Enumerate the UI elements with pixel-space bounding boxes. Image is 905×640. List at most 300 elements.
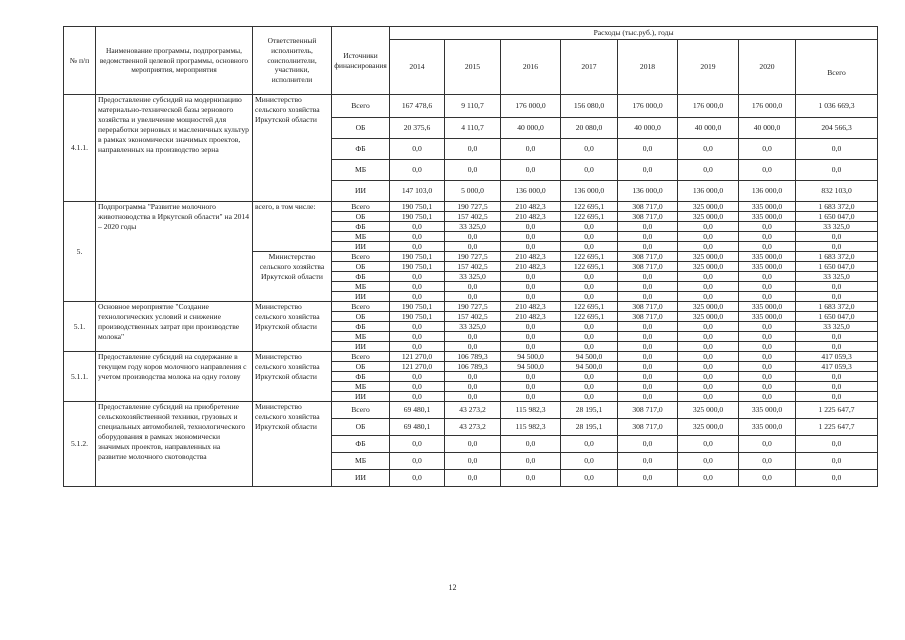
value-cell: 0,0 (678, 282, 739, 292)
value-cell: 335 000,0 (739, 312, 796, 322)
total-cell: 0,0 (796, 453, 878, 470)
value-cell: 94 500,0 (561, 352, 618, 362)
header-year: 2020 (739, 40, 796, 95)
value-cell: 0,0 (445, 392, 501, 402)
total-cell: 0,0 (796, 232, 878, 242)
source-cell: ФБ (332, 372, 390, 382)
value-cell: 0,0 (739, 332, 796, 342)
value-cell: 0,0 (739, 436, 796, 453)
source-cell: ИИ (332, 292, 390, 302)
item-number: 5.1. (64, 302, 96, 352)
value-cell: 40 000,0 (739, 118, 796, 139)
source-cell: МБ (332, 382, 390, 392)
item-description: Основное мероприятие "Создание технологических условий и снижение производственных затрат при производстве молока" (96, 302, 253, 352)
value-cell: 0,0 (501, 222, 561, 232)
value-cell: 136 000,0 (678, 181, 739, 202)
value-cell: 157 402,5 (445, 262, 501, 272)
value-cell: 190 750,1 (390, 312, 445, 322)
executor-cell: Министерство сельского хозяйства Иркутской области (253, 95, 332, 202)
table-body (64, 95, 878, 487)
item-description: Предоставление субсидий на модернизацию материально-технической базы зернового хозяйства и увеличение мощностей для переработки зерновых и масленичных культур в рамках экономически значимых проектов, направленных на производство зерна (96, 95, 253, 202)
value-cell: 40 000,0 (618, 118, 678, 139)
value-cell: 335 000,0 (739, 262, 796, 272)
budget-table (63, 26, 878, 487)
value-cell: 0,0 (618, 272, 678, 282)
value-cell: 33 325,0 (445, 272, 501, 282)
value-cell: 0,0 (561, 372, 618, 382)
source-cell: Всего (332, 202, 390, 212)
value-cell: 176 000,0 (678, 95, 739, 118)
value-cell: 190 750,1 (390, 212, 445, 222)
total-cell: 0,0 (796, 342, 878, 352)
total-cell: 33 325,0 (796, 272, 878, 282)
value-cell: 0,0 (390, 322, 445, 332)
value-cell: 0,0 (739, 362, 796, 372)
value-cell: 0,0 (561, 292, 618, 302)
value-cell: 69 480,1 (390, 419, 445, 436)
item-number: 4.1.1. (64, 95, 96, 202)
total-cell: 0,0 (796, 392, 878, 402)
value-cell: 0,0 (445, 372, 501, 382)
value-cell: 0,0 (390, 139, 445, 160)
value-cell: 0,0 (678, 242, 739, 252)
value-cell: 136 000,0 (618, 181, 678, 202)
value-cell: 0,0 (501, 322, 561, 332)
value-cell: 0,0 (390, 242, 445, 252)
total-cell: 1 650 047,0 (796, 312, 878, 322)
page-number: 12 (448, 583, 457, 592)
value-cell: 308 717,0 (618, 202, 678, 212)
executor-cell: Министерство сельского хозяйства Иркутской области (253, 252, 332, 302)
executor-cell: Министерство сельского хозяйства Иркутской области (253, 352, 332, 402)
item-number: 5.1.1. (64, 352, 96, 402)
value-cell: 0,0 (501, 292, 561, 302)
source-cell: ИИ (332, 242, 390, 252)
value-cell: 0,0 (618, 382, 678, 392)
value-cell: 28 195,1 (561, 402, 618, 419)
total-cell: 0,0 (796, 382, 878, 392)
value-cell: 0,0 (739, 139, 796, 160)
value-cell: 69 480,1 (390, 402, 445, 419)
source-cell: ИИ (332, 470, 390, 487)
header-num: № п/п (64, 27, 96, 95)
table-row (64, 352, 878, 362)
total-cell: 1 683 372,0 (796, 302, 878, 312)
value-cell: 210 482,3 (501, 302, 561, 312)
value-cell: 0,0 (501, 470, 561, 487)
value-cell: 190 750,1 (390, 202, 445, 212)
value-cell: 0,0 (445, 342, 501, 352)
source-cell: ФБ (332, 322, 390, 332)
header-year: 2018 (618, 40, 678, 95)
value-cell: 0,0 (618, 160, 678, 181)
value-cell: 33 325,0 (445, 322, 501, 332)
value-cell: 176 000,0 (739, 95, 796, 118)
value-cell: 122 695,1 (561, 302, 618, 312)
value-cell: 210 482,3 (501, 312, 561, 322)
value-cell: 0,0 (390, 160, 445, 181)
value-cell: 0,0 (390, 222, 445, 232)
item-description: Подпрограмма "Развитие молочного животноводства в Иркутской области" на 2014 – 2020 годы (96, 202, 253, 302)
value-cell: 0,0 (739, 352, 796, 362)
value-cell: 210 482,3 (501, 212, 561, 222)
value-cell: 94 500,0 (501, 352, 561, 362)
value-cell: 20 375,6 (390, 118, 445, 139)
value-cell: 0,0 (501, 342, 561, 352)
value-cell: 0,0 (739, 160, 796, 181)
value-cell: 0,0 (501, 436, 561, 453)
source-cell: ОБ (332, 419, 390, 436)
value-cell: 0,0 (561, 242, 618, 252)
value-cell: 0,0 (445, 382, 501, 392)
header-year: 2014 (390, 40, 445, 95)
total-cell: 1 683 372,0 (796, 252, 878, 262)
value-cell: 0,0 (445, 436, 501, 453)
value-cell: 210 482,3 (501, 202, 561, 212)
total-cell: 0,0 (796, 139, 878, 160)
total-cell: 0,0 (796, 242, 878, 252)
value-cell: 0,0 (618, 342, 678, 352)
value-cell: 0,0 (445, 242, 501, 252)
value-cell: 0,0 (390, 436, 445, 453)
value-cell: 0,0 (390, 392, 445, 402)
value-cell: 0,0 (390, 342, 445, 352)
value-cell: 0,0 (618, 352, 678, 362)
value-cell: 0,0 (501, 232, 561, 242)
value-cell: 0,0 (739, 342, 796, 352)
source-cell: ИИ (332, 392, 390, 402)
value-cell: 9 110,7 (445, 95, 501, 118)
value-cell: 0,0 (678, 453, 739, 470)
source-cell: МБ (332, 232, 390, 242)
value-cell: 0,0 (445, 292, 501, 302)
value-cell: 121 270,0 (390, 362, 445, 372)
total-cell: 832 103,0 (796, 181, 878, 202)
total-cell: 0,0 (796, 436, 878, 453)
header-year: 2019 (678, 40, 739, 95)
source-cell: ОБ (332, 312, 390, 322)
value-cell: 308 717,0 (618, 252, 678, 262)
value-cell: 0,0 (561, 272, 618, 282)
value-cell: 0,0 (739, 372, 796, 382)
value-cell: 0,0 (561, 139, 618, 160)
header-sources: Источники финансирования (332, 27, 390, 95)
value-cell: 0,0 (618, 392, 678, 402)
value-cell: 308 717,0 (618, 262, 678, 272)
executor-cell: Министерство сельского хозяйства Иркутской области (253, 402, 332, 487)
value-cell: 0,0 (678, 332, 739, 342)
total-cell: 1 225 647,7 (796, 402, 878, 419)
total-cell: 0,0 (796, 282, 878, 292)
value-cell: 0,0 (739, 382, 796, 392)
value-cell: 28 195,1 (561, 419, 618, 436)
value-cell: 0,0 (739, 242, 796, 252)
value-cell: 308 717,0 (618, 402, 678, 419)
value-cell: 0,0 (739, 292, 796, 302)
value-cell: 167 478,6 (390, 95, 445, 118)
value-cell: 0,0 (501, 160, 561, 181)
value-cell: 0,0 (678, 382, 739, 392)
total-cell: 417 059,3 (796, 352, 878, 362)
value-cell: 190 727,5 (445, 202, 501, 212)
value-cell: 0,0 (618, 453, 678, 470)
value-cell: 43 273,2 (445, 402, 501, 419)
source-cell: Всего (332, 352, 390, 362)
value-cell: 0,0 (678, 352, 739, 362)
header-year: 2015 (445, 40, 501, 95)
value-cell: 0,0 (678, 232, 739, 242)
value-cell: 0,0 (618, 470, 678, 487)
header-name: Наименование программы, подпрограммы, ведомственной целевой программы, основного мероприятия, мероприятия (96, 27, 253, 95)
value-cell: 43 273,2 (445, 419, 501, 436)
value-cell: 0,0 (678, 436, 739, 453)
value-cell: 0,0 (561, 470, 618, 487)
value-cell: 0,0 (739, 272, 796, 282)
table-row (64, 402, 878, 419)
value-cell: 0,0 (678, 322, 739, 332)
value-cell: 40 000,0 (678, 118, 739, 139)
value-cell: 0,0 (618, 232, 678, 242)
value-cell: 335 000,0 (739, 252, 796, 262)
value-cell: 335 000,0 (739, 202, 796, 212)
value-cell: 0,0 (501, 372, 561, 382)
value-cell: 325 000,0 (678, 312, 739, 322)
value-cell: 136 000,0 (739, 181, 796, 202)
value-cell: 190 750,1 (390, 302, 445, 312)
value-cell: 0,0 (739, 222, 796, 232)
value-cell: 0,0 (618, 372, 678, 382)
value-cell: 115 982,3 (501, 419, 561, 436)
value-cell: 0,0 (501, 332, 561, 342)
total-cell: 1 683 372,0 (796, 202, 878, 212)
value-cell: 190 750,1 (390, 262, 445, 272)
value-cell: 0,0 (445, 332, 501, 342)
source-cell: ОБ (332, 212, 390, 222)
source-cell: Всего (332, 402, 390, 419)
value-cell: 335 000,0 (739, 402, 796, 419)
source-cell: ОБ (332, 118, 390, 139)
source-cell: ФБ (332, 139, 390, 160)
item-number: 5. (64, 202, 96, 302)
value-cell: 0,0 (561, 382, 618, 392)
value-cell: 0,0 (678, 160, 739, 181)
total-cell: 0,0 (796, 292, 878, 302)
value-cell: 325 000,0 (678, 252, 739, 262)
source-cell: ФБ (332, 436, 390, 453)
value-cell: 0,0 (561, 160, 618, 181)
value-cell: 0,0 (678, 470, 739, 487)
value-cell: 122 695,1 (561, 202, 618, 212)
source-cell: Всего (332, 252, 390, 262)
value-cell: 0,0 (445, 282, 501, 292)
value-cell: 0,0 (561, 332, 618, 342)
table-row (64, 202, 878, 212)
source-cell: ФБ (332, 222, 390, 232)
value-cell: 156 080,0 (561, 95, 618, 118)
value-cell: 176 000,0 (501, 95, 561, 118)
value-cell: 0,0 (678, 139, 739, 160)
total-cell: 1 036 669,3 (796, 95, 878, 118)
value-cell: 0,0 (501, 139, 561, 160)
value-cell: 0,0 (501, 382, 561, 392)
value-cell: 94 500,0 (561, 362, 618, 372)
value-cell: 136 000,0 (561, 181, 618, 202)
value-cell: 0,0 (618, 292, 678, 302)
value-cell: 210 482,3 (501, 252, 561, 262)
value-cell: 0,0 (618, 332, 678, 342)
value-cell: 325 000,0 (678, 262, 739, 272)
value-cell: 0,0 (739, 322, 796, 332)
value-cell: 0,0 (561, 282, 618, 292)
value-cell: 0,0 (678, 292, 739, 302)
total-cell: 0,0 (796, 332, 878, 342)
value-cell: 308 717,0 (618, 212, 678, 222)
value-cell: 0,0 (678, 342, 739, 352)
value-cell: 0,0 (445, 160, 501, 181)
value-cell: 0,0 (501, 453, 561, 470)
value-cell: 0,0 (445, 453, 501, 470)
value-cell: 0,0 (739, 470, 796, 487)
value-cell: 106 789,3 (445, 352, 501, 362)
value-cell: 5 000,0 (445, 181, 501, 202)
total-cell: 1 650 047,0 (796, 262, 878, 272)
item-description: Предоставление субсидий на содержание в текущем году коров молочного направления с учетом производства молока на одну голову (96, 352, 253, 402)
value-cell: 190 727,5 (445, 302, 501, 312)
value-cell: 122 695,1 (561, 252, 618, 262)
source-cell: МБ (332, 453, 390, 470)
value-cell: 0,0 (390, 332, 445, 342)
value-cell: 325 000,0 (678, 202, 739, 212)
value-cell: 0,0 (739, 392, 796, 402)
header-executor: Ответственный исполнитель, соисполнители, участники, исполнители (253, 27, 332, 95)
value-cell: 115 982,3 (501, 402, 561, 419)
table-row (64, 95, 878, 118)
value-cell: 157 402,5 (445, 312, 501, 322)
source-cell: МБ (332, 332, 390, 342)
header-year-total: Всего (796, 40, 878, 95)
value-cell: 0,0 (561, 322, 618, 332)
value-cell: 0,0 (501, 242, 561, 252)
value-cell: 0,0 (618, 282, 678, 292)
source-cell: ИИ (332, 342, 390, 352)
value-cell: 325 000,0 (678, 302, 739, 312)
item-number: 5.1.2. (64, 402, 96, 487)
value-cell: 190 727,5 (445, 252, 501, 262)
value-cell: 0,0 (390, 292, 445, 302)
source-cell: МБ (332, 282, 390, 292)
source-cell: МБ (332, 160, 390, 181)
executor-cell: Министерство сельского хозяйства Иркутской области (253, 302, 332, 352)
value-cell: 308 717,0 (618, 302, 678, 312)
item-description: Предоставление субсидий на приобретение сельскохозяйственной техники, грузовых и специальных автомобилей, технологического оборудования в рамках экономически значимых проектов, направленных на развитие молочного скотоводства (96, 402, 253, 487)
value-cell: 0,0 (618, 139, 678, 160)
value-cell: 335 000,0 (739, 419, 796, 436)
value-cell: 0,0 (445, 232, 501, 242)
value-cell: 122 695,1 (561, 312, 618, 322)
value-cell: 325 000,0 (678, 212, 739, 222)
value-cell: 0,0 (678, 362, 739, 372)
value-cell: 0,0 (445, 139, 501, 160)
source-cell: Всего (332, 302, 390, 312)
total-cell: 1 225 647,7 (796, 419, 878, 436)
value-cell: 0,0 (390, 272, 445, 282)
header-year: 2017 (561, 40, 618, 95)
total-cell: 204 566,3 (796, 118, 878, 139)
total-cell: 0,0 (796, 372, 878, 382)
value-cell: 20 080,0 (561, 118, 618, 139)
value-cell: 0,0 (390, 470, 445, 487)
value-cell: 0,0 (561, 392, 618, 402)
value-cell: 33 325,0 (445, 222, 501, 232)
value-cell: 0,0 (501, 272, 561, 282)
value-cell: 308 717,0 (618, 419, 678, 436)
value-cell: 106 789,3 (445, 362, 501, 372)
value-cell: 190 750,1 (390, 252, 445, 262)
value-cell: 122 695,1 (561, 262, 618, 272)
value-cell: 0,0 (739, 453, 796, 470)
total-cell: 417 059,3 (796, 362, 878, 372)
table-row (64, 302, 878, 312)
value-cell: 0,0 (390, 372, 445, 382)
total-cell: 0,0 (796, 470, 878, 487)
value-cell: 0,0 (390, 282, 445, 292)
value-cell: 0,0 (678, 392, 739, 402)
value-cell: 0,0 (618, 436, 678, 453)
value-cell: 0,0 (561, 453, 618, 470)
source-cell: ФБ (332, 272, 390, 282)
value-cell: 0,0 (501, 282, 561, 292)
value-cell: 308 717,0 (618, 312, 678, 322)
value-cell: 0,0 (445, 470, 501, 487)
total-cell: 33 325,0 (796, 322, 878, 332)
value-cell: 0,0 (390, 382, 445, 392)
value-cell: 0,0 (739, 282, 796, 292)
value-cell: 0,0 (390, 453, 445, 470)
value-cell: 0,0 (618, 242, 678, 252)
value-cell: 4 110,7 (445, 118, 501, 139)
value-cell: 0,0 (501, 392, 561, 402)
total-cell: 33 325,0 (796, 222, 878, 232)
value-cell: 0,0 (390, 232, 445, 242)
value-cell: 0,0 (678, 372, 739, 382)
value-cell: 325 000,0 (678, 402, 739, 419)
value-cell: 0,0 (678, 272, 739, 282)
header-expenses: Расходы (тыс.руб.), годы (390, 27, 878, 40)
value-cell: 0,0 (561, 232, 618, 242)
value-cell: 335 000,0 (739, 212, 796, 222)
value-cell: 0,0 (678, 222, 739, 232)
value-cell: 0,0 (561, 342, 618, 352)
value-cell: 0,0 (561, 222, 618, 232)
source-cell: ИИ (332, 181, 390, 202)
value-cell: 335 000,0 (739, 302, 796, 312)
total-cell: 0,0 (796, 160, 878, 181)
executor-cell: всего, в том числе: (253, 202, 332, 252)
source-cell: Всего (332, 95, 390, 118)
value-cell: 210 482,3 (501, 262, 561, 272)
value-cell: 122 695,1 (561, 212, 618, 222)
value-cell: 176 000,0 (618, 95, 678, 118)
value-cell: 0,0 (618, 322, 678, 332)
source-cell: ОБ (332, 362, 390, 372)
value-cell: 0,0 (739, 232, 796, 242)
value-cell: 136 000,0 (501, 181, 561, 202)
value-cell: 40 000,0 (501, 118, 561, 139)
source-cell: ОБ (332, 262, 390, 272)
value-cell: 0,0 (618, 362, 678, 372)
value-cell: 121 270,0 (390, 352, 445, 362)
value-cell: 325 000,0 (678, 419, 739, 436)
